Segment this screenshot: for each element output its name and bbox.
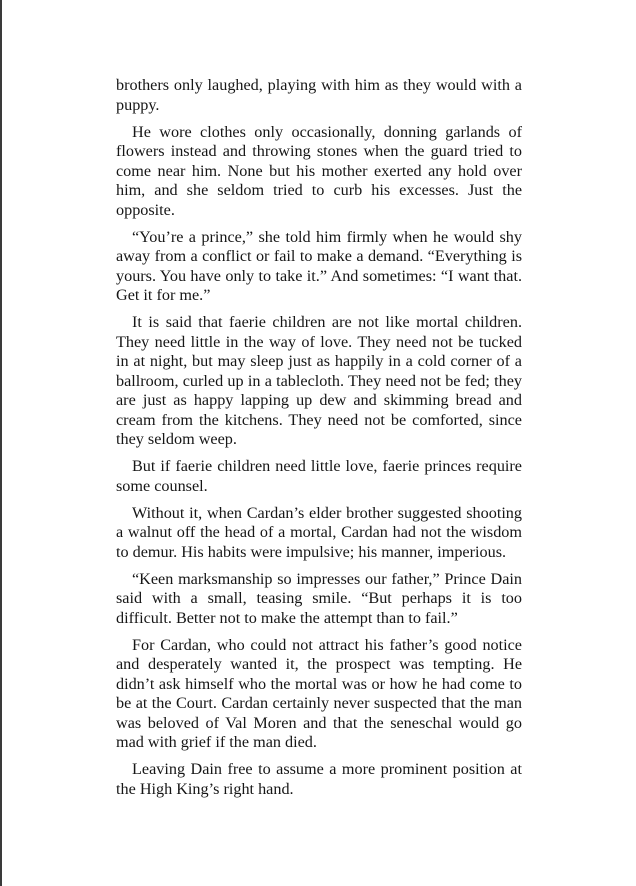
paragraph: Without it, when Cardan’s elder brother suggested shooting a walnut off the head of a mortal, Cardan had not the wisdom to demur. His habits were impulsive; his manner, imperious. [116, 503, 522, 561]
paragraph-continued: brothers only laughed, playing with him as they would with a puppy. [116, 76, 522, 114]
paragraph: “You’re a prince,” she told him firmly when he would shy away from a conflict or fail to make a demand. “Everything is yours. You have only to take it.” And sometimes: “I want that. Get it for me.” [116, 227, 522, 304]
body-text [116, 76, 522, 807]
paragraph: It is said that faerie children are not like mortal children. They need little in the way of love. They need not be tucked in at night, but may sleep just as happily in a cold corner of a ballroom, curled up in a tablecloth. They need not be fed; they are just as happy lapping up dew and skimming bread and cream from the kitchens. They need not be comforted, since they seldom weep. [116, 313, 522, 448]
paragraph: He wore clothes only occasionally, donning garlands of flowers instead and throwing stones when the guard tried to come near him. None but his mother exerted any hold over him, and she seldom tried to curb his excesses. Just the opposite. [116, 122, 522, 219]
paragraph: For Cardan, who could not attract his father’s good notice and desperately wanted it, the prospect was tempting. He didn’t ask himself who the mortal was or how he had come to be at the Court. Cardan certainly never suspected that the man was beloved of Val Moren and that the seneschal would go mad with grief if the man died. [116, 635, 522, 751]
paragraph: “Keen marksmanship so impresses our father,” Prince Dain said with a small, teasing smile. “But perhaps it is too difficult. Better not to make the attempt than to fail.” [116, 569, 522, 627]
paragraph: Leaving Dain free to assume a more prominent position at the High King’s right hand. [116, 760, 522, 798]
paragraph: But if faerie children need little love, faerie princes require some counsel. [116, 457, 522, 495]
